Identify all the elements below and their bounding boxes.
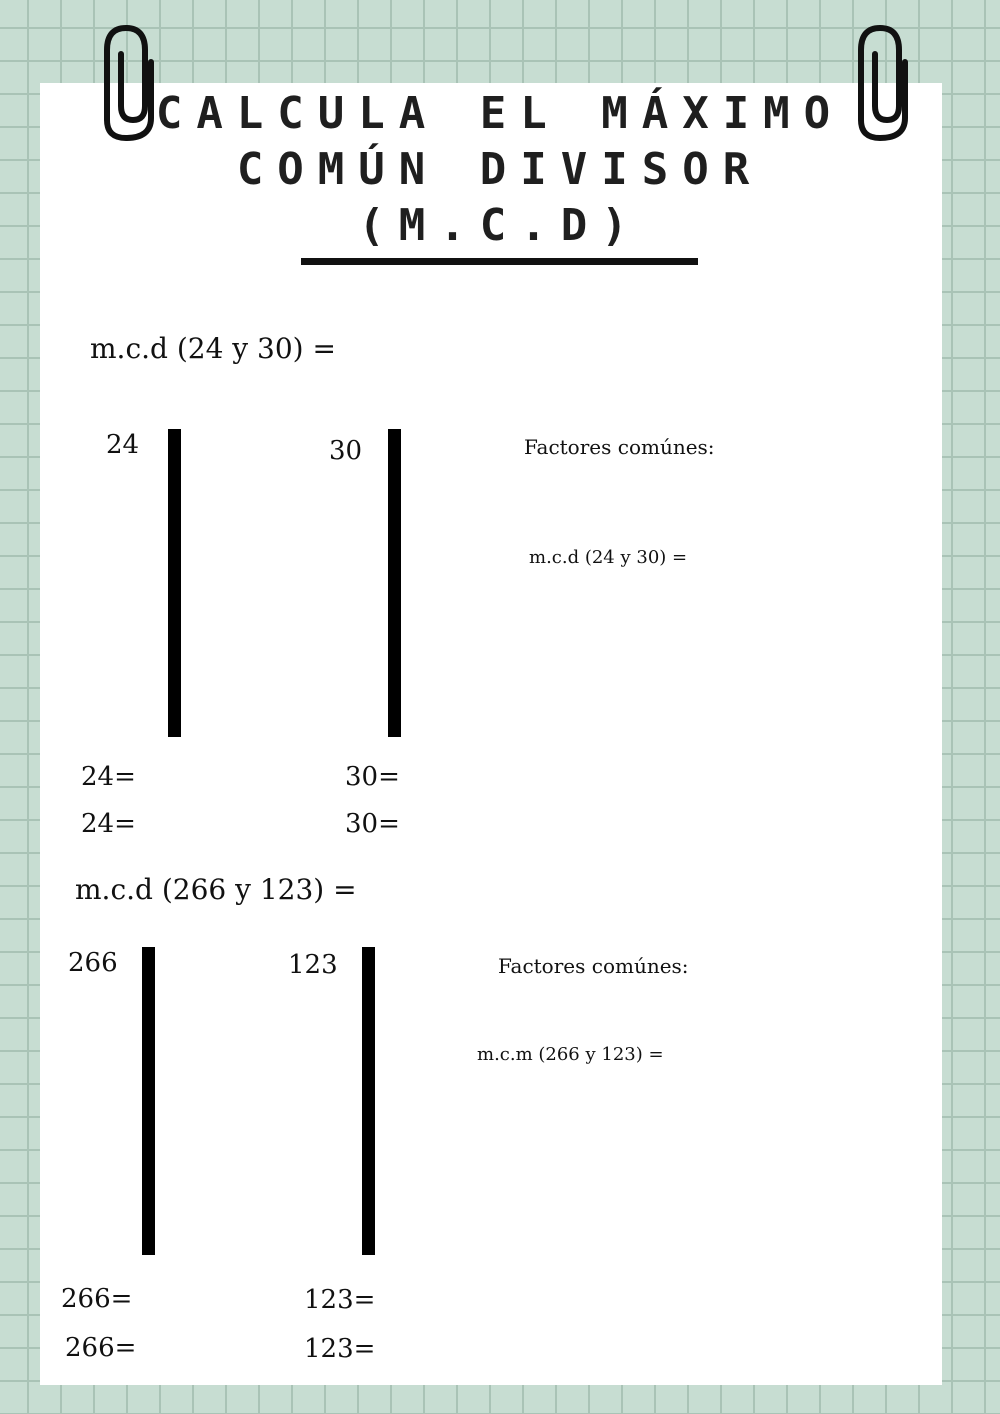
exercise-2-left-number: 266 (68, 948, 118, 978)
exercise-1-right-equation-1: 30= (345, 762, 400, 792)
title-underline (301, 258, 698, 265)
exercise-1-result-label: m.c.d (24 y 30) = (529, 547, 688, 568)
paperclip-icon (95, 20, 157, 142)
exercise-2-heading: m.c.d (266 y 123) = (75, 873, 357, 906)
exercise-2-left-equation-1: 266= (61, 1284, 133, 1314)
division-bar (168, 429, 181, 737)
exercise-2-result-label: m.c.m (266 y 123) = (477, 1044, 664, 1065)
division-bar (142, 947, 155, 1255)
exercise-1-heading: m.c.d (24 y 30) = (90, 332, 336, 365)
exercise-2-left-equation-2: 266= (65, 1333, 137, 1363)
exercise-1-left-number: 24 (106, 430, 140, 460)
exercise-1-right-number: 30 (329, 436, 363, 466)
exercise-2-common-factors-label: Factores comúnes: (498, 954, 689, 978)
exercise-2-right-equation-2: 123= (304, 1334, 376, 1364)
division-bar (362, 947, 375, 1255)
exercise-2-right-number: 123 (288, 950, 338, 980)
exercise-2-right-equation-1: 123= (304, 1285, 376, 1315)
title-line-1: CALCULA EL MÁXIMO (155, 88, 845, 139)
division-bar (388, 429, 401, 737)
exercise-1-left-equation-1: 24= (81, 762, 136, 792)
title-line-2: COMÚN DIVISOR (236, 144, 764, 195)
exercise-1-right-equation-2: 30= (345, 809, 400, 839)
exercise-1-left-equation-2: 24= (81, 809, 136, 839)
paperclip-icon (849, 20, 911, 142)
title-line-3: (M.C.D) (358, 200, 642, 251)
page-title (150, 86, 850, 254)
exercise-1-common-factors-label: Factores comúnes: (524, 435, 715, 459)
